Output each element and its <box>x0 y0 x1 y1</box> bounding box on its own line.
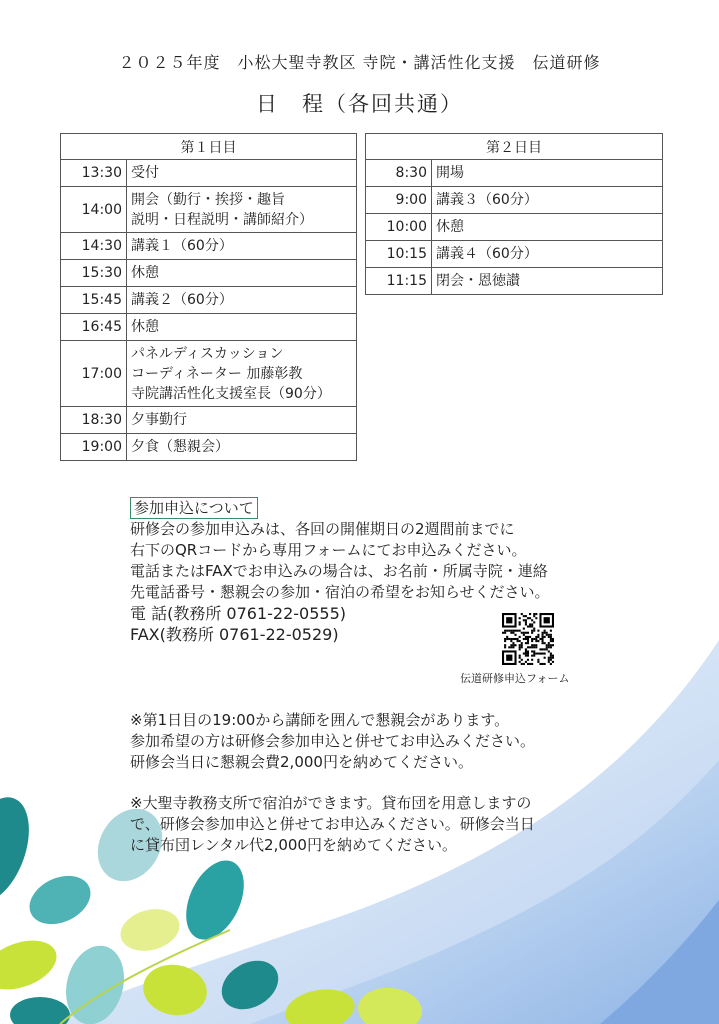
day2-row <box>366 160 663 187</box>
time-cell: 14:00 <box>61 187 127 233</box>
note-line: 参加希望の方は研修会参加申込と併せてお申込みください。 <box>130 732 536 750</box>
day1-row <box>61 407 357 434</box>
activity-line: 講義３（60分） <box>436 192 538 208</box>
activity-line: 休憩 <box>436 219 464 235</box>
leaf-shape <box>175 851 256 948</box>
fax-line: FAX(教務所 0761-22-0529) <box>130 625 339 644</box>
note-line: ※第1日目の19:00から講師を囲んで懇親会があります。 <box>130 711 510 729</box>
activity-cell <box>127 160 357 187</box>
activity-cell <box>127 287 357 314</box>
time-cell: 11:15 <box>366 268 432 295</box>
note-line: ※大聖寺教務支所で宿泊ができます。貸布団を用意しますの <box>130 794 532 812</box>
activity-line: 開会（勤行・挨拶・趣旨 <box>131 191 285 208</box>
day1-row <box>61 187 357 233</box>
activity-line: 講義４（60分） <box>436 246 538 262</box>
time-cell: 10:15 <box>366 241 432 268</box>
time-cell: 14:30 <box>61 233 127 260</box>
time-cell: 18:30 <box>61 407 127 434</box>
time-cell: 10:00 <box>366 214 432 241</box>
day1-row <box>61 314 357 341</box>
time-cell: 13:30 <box>61 160 127 187</box>
activity-line: 開場 <box>436 165 464 181</box>
activity-cell <box>432 268 663 295</box>
qr-label: 伝道研修申込フォーム <box>460 672 570 685</box>
day1-row <box>61 260 357 287</box>
day2-row <box>366 214 663 241</box>
leaf-shape <box>116 903 184 957</box>
activity-line: 閉会・恩徳讃 <box>436 273 520 289</box>
activity-cell <box>127 260 357 287</box>
time-cell: 15:30 <box>61 260 127 287</box>
day1-row <box>61 160 357 187</box>
day1-row <box>61 287 357 314</box>
application-line: 研修会の参加申込みは、各回の開催期日の2週間前までに <box>130 520 515 538</box>
day2-heading: 第２日目 <box>366 134 663 160</box>
day1-row <box>61 341 357 407</box>
time-cell: 8:30 <box>366 160 432 187</box>
activity-line: コーディネーター 加藤彰教 <box>131 365 303 382</box>
application-line: 右下のQRコードから専用フォームにてお申込みください。 <box>130 541 527 559</box>
activity-line: 講義２（60分） <box>131 292 233 308</box>
activity-cell <box>432 160 663 187</box>
activity-cell <box>432 187 663 214</box>
activity-cell <box>127 407 357 434</box>
activity-cell <box>127 314 357 341</box>
note-line: 研修会当日に懇親会費2,000円を納めてください。 <box>130 753 473 771</box>
page-subtitle: ２０２５年度 小松大聖寺教区 寺院・講活性化支援 伝道研修 <box>118 53 601 72</box>
phone-line: 電 話(教務所 0761-22-0555) <box>130 604 347 623</box>
activity-line: 休憩 <box>131 319 159 335</box>
activity-line: 休憩 <box>131 265 159 281</box>
activity-cell <box>127 233 357 260</box>
application-line: 電話またはFAXでお申込みの場合は、お名前・所属寺院・連絡 <box>130 562 548 580</box>
activity-line: 説明・日程説明・講師紹介） <box>131 211 313 228</box>
activity-line: 受付 <box>131 165 159 181</box>
leaf-shape <box>10 997 70 1024</box>
time-cell: 17:00 <box>61 341 127 407</box>
activity-cell <box>127 341 357 407</box>
qr-code[interactable] <box>502 613 554 665</box>
day1-row <box>61 434 357 461</box>
day2-row <box>366 241 663 268</box>
day2-schedule-table <box>365 133 663 295</box>
activity-line: 寺院講活性化支援室長（90分） <box>131 385 331 402</box>
time-cell: 15:45 <box>61 287 127 314</box>
activity-cell <box>127 434 357 461</box>
application-heading: 参加申込について <box>130 497 258 519</box>
day1-heading: 第１日目 <box>61 134 357 160</box>
time-cell: 9:00 <box>366 187 432 214</box>
activity-cell <box>432 214 663 241</box>
leaf-shape <box>22 867 99 934</box>
activity-cell <box>432 241 663 268</box>
note-line: に貸布団レンタル代2,000円を納めてください。 <box>130 836 457 854</box>
day1-schedule-table <box>60 133 357 461</box>
day2-row <box>366 268 663 295</box>
day1-row <box>61 233 357 260</box>
time-cell: 19:00 <box>61 434 127 461</box>
activity-line: 講義１（60分） <box>131 238 233 254</box>
time-cell: 16:45 <box>61 314 127 341</box>
activity-line: パネルディスカッション <box>131 345 284 362</box>
activity-line: 夕事勤行 <box>131 412 187 428</box>
banquet-note <box>130 710 600 773</box>
leaf-shape <box>0 931 63 998</box>
application-line: 先電話番号・懇親会の参加・宿泊の希望をお知らせください。 <box>130 583 550 601</box>
day2-row <box>366 187 663 214</box>
activity-cell <box>127 187 357 233</box>
activity-line: 夕食（懇親会） <box>131 439 229 455</box>
note-line: で、研修会参加申込と併せてお申込みください。研修会当日 <box>130 815 535 833</box>
page-title: 日 程（各回共通） <box>256 92 463 116</box>
lodging-note <box>130 793 600 856</box>
